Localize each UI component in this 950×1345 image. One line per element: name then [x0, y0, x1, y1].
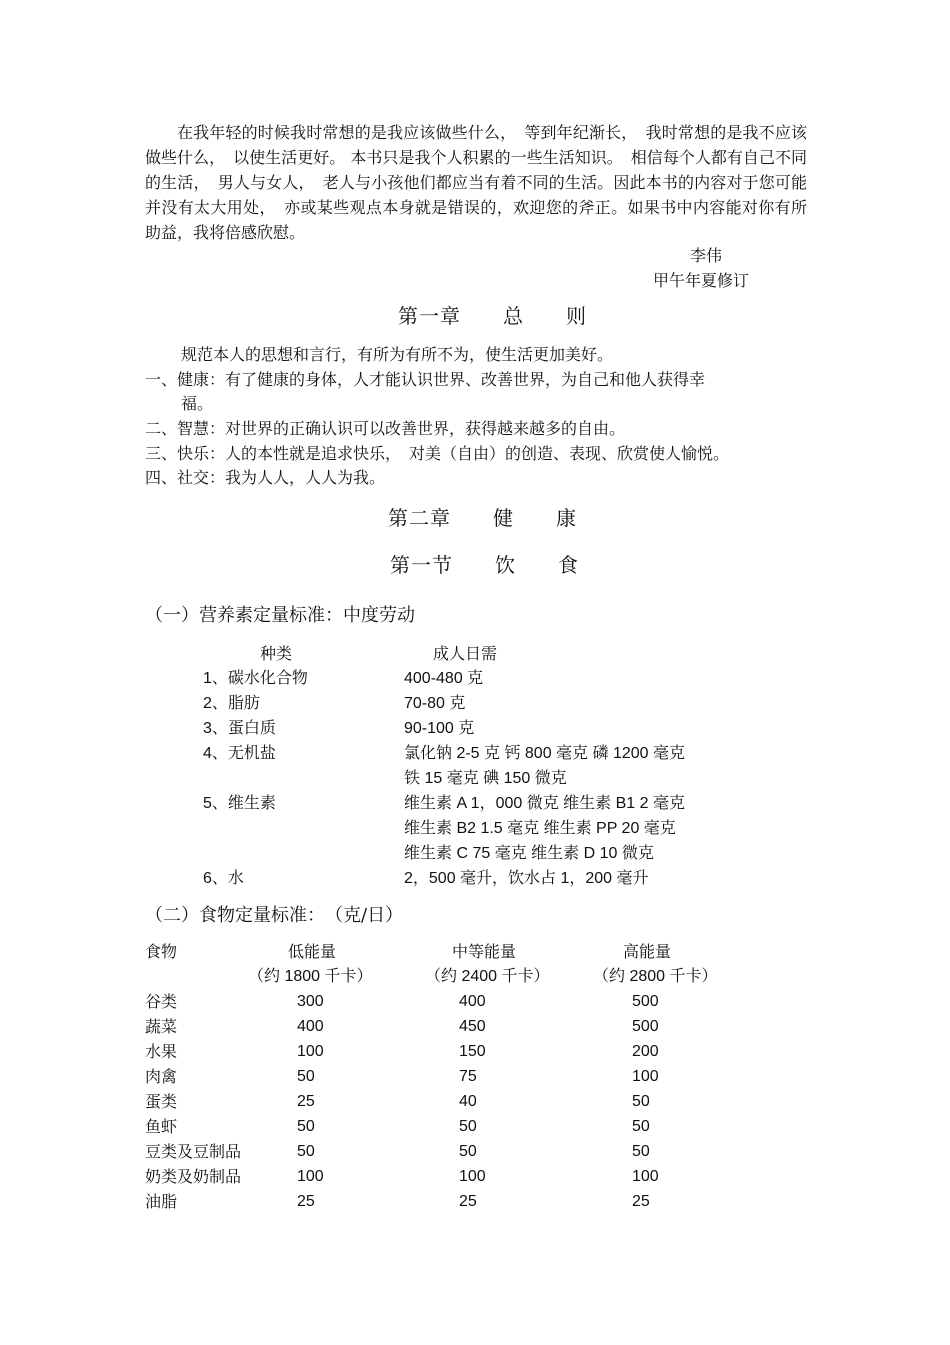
food-row-mid: 50 [459, 1118, 477, 1135]
food-subheader-low: （约 1800 千卡） [248, 968, 373, 985]
food-row-name: 水果 [145, 1042, 178, 1061]
nutrient-row-kind: 2、脂肪 [203, 695, 260, 712]
nutrient-row-kind: 4、无机盐 [203, 745, 276, 762]
food-subheader-high: （约 2800 千卡） [593, 968, 718, 985]
food-row-high: 100 [632, 1068, 659, 1085]
food-row-low: 300 [297, 993, 324, 1010]
food-row-mid: 50 [459, 1143, 477, 1160]
food-col-food: 食物 [145, 942, 178, 961]
principle-health: 一、健康：有了健康的身体，人才能认识世界、改善世界，为自己和他人获得幸 [145, 370, 706, 389]
food-row-low: 50 [297, 1143, 315, 1160]
food-row-low: 25 [297, 1193, 315, 1210]
food-row-name: 蛋类 [145, 1092, 178, 1111]
nutrient-row-need: 400-480 克 [404, 670, 484, 687]
food-row-high: 200 [632, 1043, 659, 1060]
food-row-low: 50 [297, 1118, 315, 1135]
principle-health-cont: 福。 [181, 394, 214, 413]
nutrient-row-kind: 1、碳水化合物 [203, 670, 308, 687]
nutrient-row-need: 维生素 C 75 毫克 维生素 D 10 微克 [404, 845, 654, 862]
food-row-mid: 40 [459, 1093, 477, 1110]
food-col-high: 高能量 [623, 942, 672, 961]
food-row-mid: 75 [459, 1068, 477, 1085]
food-row-name: 谷类 [145, 992, 178, 1011]
nutrient-row-kind: 3、蛋白质 [203, 720, 276, 737]
food-row-mid: 450 [459, 1018, 486, 1035]
principle-social: 四、社交：我为人人，人人为我。 [145, 468, 386, 487]
nutrient-heading: （一）营养素定量标准：中度劳动 [145, 605, 415, 626]
food-row-mid: 400 [459, 993, 486, 1010]
nutrient-row-kind: 5、维生素 [203, 795, 276, 812]
food-row-low: 100 [297, 1043, 324, 1060]
food-row-low: 25 [297, 1093, 315, 1110]
food-row-low: 100 [297, 1168, 324, 1185]
chapter2-title: 第二章 健 康 [388, 506, 577, 530]
preface-paragraph [145, 120, 807, 245]
food-row-high: 500 [632, 1018, 659, 1035]
nutrient-row-need: 维生素 A 1，000 微克 维生素 B1 2 毫克 [404, 795, 685, 812]
food-row-low: 50 [297, 1068, 315, 1085]
food-row-name: 奶类及奶制品 [145, 1167, 242, 1186]
chapter1-intro: 规范本人的思想和言行，有所为有所不为，使生活更加美好。 [181, 345, 614, 364]
food-row-high: 500 [632, 993, 659, 1010]
food-row-name: 肉禽 [145, 1067, 178, 1086]
nutrient-row-need: 铁 15 毫克 碘 150 微克 [404, 770, 567, 787]
chapter1-title: 第一章 总 则 [398, 304, 587, 328]
food-row-high: 25 [632, 1193, 650, 1210]
nutrient-row-need: 氯化钠 2-5 克 钙 800 毫克 磷 1200 毫克 [404, 745, 685, 762]
nutrient-row-kind: 6、水 [203, 870, 244, 887]
food-row-high: 100 [632, 1168, 659, 1185]
section1-title: 第一节 饮 食 [390, 553, 579, 577]
food-row-mid: 100 [459, 1168, 486, 1185]
nutrient-col-need: 成人日需 [433, 644, 498, 663]
principle-joy: 三、快乐：人的本性就是追求快乐， 对美（自由）的创造、表现、欣赏使人愉悦。 [145, 444, 730, 463]
food-row-mid: 25 [459, 1193, 477, 1210]
food-col-low: 低能量 [288, 942, 337, 961]
nutrient-row-need: 2，500 毫升，饮水占 1，200 毫升 [404, 870, 649, 887]
food-row-name: 蔬菜 [145, 1017, 178, 1036]
food-row-high: 50 [632, 1093, 650, 1110]
preface-date: 甲午年夏修订 [653, 271, 750, 290]
food-row-name: 豆类及豆制品 [145, 1142, 242, 1161]
principle-wisdom: 二、智慧：对世界的正确认识可以改善世界，获得越来越多的自由。 [145, 419, 626, 438]
nutrient-col-kind: 种类 [260, 644, 293, 663]
food-subheader-mid: （约 2400 千卡） [425, 968, 550, 985]
food-row-mid: 150 [459, 1043, 486, 1060]
food-col-mid: 中等能量 [452, 942, 517, 961]
food-heading: （二）食物定量标准： （克/日） [145, 905, 404, 926]
food-row-high: 50 [632, 1143, 650, 1160]
nutrient-row-need: 70-80 克 [404, 695, 466, 712]
food-row-high: 50 [632, 1118, 650, 1135]
nutrient-row-need: 维生素 B2 1.5 毫克 维生素 PP 20 毫克 [404, 820, 676, 837]
food-row-name: 鱼虾 [145, 1117, 178, 1136]
food-row-name: 油脂 [145, 1192, 178, 1211]
nutrient-row-need: 90-100 克 [404, 720, 475, 737]
food-row-low: 400 [297, 1018, 324, 1035]
preface-author: 李伟 [690, 246, 723, 265]
preface-text: 在我年轻的时候我时常想的是我应该做些什么， 等到年纪渐长， 我时常想的是我不应该做些什么， 以使生活更好。 本书只是我个人积累的一些生活知识。 相信每个人都有自己不同的生活， 男人与女人， 老人与小孩他们都应当有着不同的生活。因此本书的内容对于您可能并没有太大用处， 亦或某些观点本身就是错误的，欢迎您的斧正。如果书中内容能对你有所助益，我将倍感欣慰。 [145, 123, 807, 242]
